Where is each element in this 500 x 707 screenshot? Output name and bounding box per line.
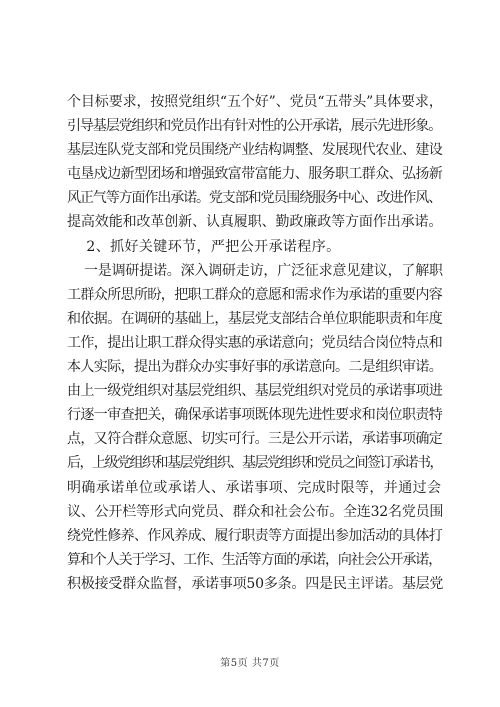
text-line: 点，又符合群众意愿、切实可行。三是公开示诺，承诺事项确定 <box>67 431 443 448</box>
text-line: 工作，提出让职工群众得实惠的承诺意向；党员结合岗位特点和 <box>67 334 443 351</box>
text-line: 个目标要求，按照党组织“五个好”、党员“五带头”具体要求， <box>67 94 443 110</box>
text-line: 屯垦戍边新型团场和增强致富带富能力、服务职工群众、弘扬新 <box>67 166 443 183</box>
text-line: 算和个人关于学习、工作、生活等方面的承诺，向社会公开承诺， <box>67 551 442 568</box>
text-line: 本人实际，提出为群众办实事好事的承诺意向。二是组织审诺。 <box>67 359 443 376</box>
text-line: 和依据。在调研的基础上，基层党支部结合单位职能职责和年度 <box>67 310 443 327</box>
text-line: 积极接受群众监督，承诺事项50多条。四是民主评诺。基层党 <box>67 575 444 592</box>
text-line: 一是调研提诺。深入调研走访，广泛征求意见建议，了解职 <box>67 262 443 279</box>
page-number-footer: 第5页 共7页 <box>220 658 280 669</box>
text-line: 议、公开栏等形式向党员、群众和社会公布。全连32名党员围 <box>67 503 444 520</box>
text-line: 基层连队党支部和党员围绕产业结构调整、发展现代农业、建设 <box>67 142 443 159</box>
text-line: 引导基层党组织和党员作出有针对性的公开承诺，展示先进形象。 <box>67 118 442 135</box>
text-line: 绕党性修养、作风养成、履行职责等方面提出参加活动的具体打 <box>67 527 443 544</box>
text-line: 明确承诺单位或承诺人、承诺事项、完成时限等，并通过会 <box>67 479 442 496</box>
text-line: 工群众所思所盼，把职工群众的意愿和需求作为承诺的重要内容 <box>67 286 443 303</box>
section-heading: 2、抓好关键环节，严把公开承诺程序。 <box>67 238 341 255</box>
text-line: 行逐一审查把关，确保承诺事项既体现先进性要求和岗位职责特 <box>67 407 443 424</box>
text-line: 提高效能和改革创新、认真履职、勤政廉政等方面作出承诺。 <box>67 214 443 231</box>
document-body <box>67 90 443 596</box>
text-line: 风正气等方面作出承诺。党支部和党员围绕服务中心、改进作风、 <box>67 190 442 207</box>
text-line: 由上一级党组织对基层党组织、基层党组织对党员的承诺事项进 <box>67 383 443 400</box>
text-line: 后，上级党组织和基层党组织、基层党组织和党员之间签订承诺书， <box>67 455 442 472</box>
